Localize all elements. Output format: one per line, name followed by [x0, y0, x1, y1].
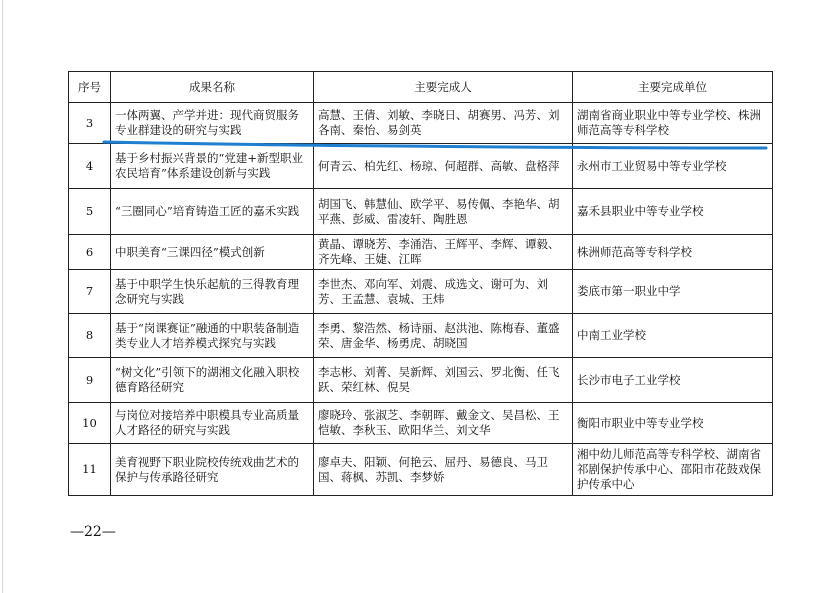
achievement-name: 基于“岗课赛证”融通的中职装备制造类专业人才培养模式探究与实践 — [111, 314, 314, 358]
achievement-name: 基于中职学生快乐起航的三得教育理念研究与实践 — [111, 270, 314, 314]
achievement-name: “树文化”引领下的湖湘文化融入职校德育路径研究 — [111, 358, 314, 403]
contributors: 李世杰、邓向军、刘震、成选文、谢可为、刘芳、王孟慧、袁城、王炜 — [314, 270, 573, 314]
contributors: 黄晶、谭晓芳、李涌浩、王辉平、李辉、谭毅、齐先峰、王婕、江晖 — [314, 235, 573, 270]
units: 娄底市第一职业中学 — [573, 270, 773, 314]
units: 长沙市电子工业学校 — [573, 358, 773, 403]
contributors: 廖晓玲、张淑芝、李朝晖、戴金文、吴昌松、王恺敏、李秋玉、欧阳华兰、刘文华 — [314, 403, 573, 444]
achievement-name: 中职美育“三课四径”模式创新 — [111, 235, 314, 270]
page-number: —22— — [70, 524, 116, 540]
contributors: 胡国飞、韩慧仙、欧学平、易传佩、李艳华、胡平燕、彭威、雷凌轩、陶胜恩 — [314, 189, 573, 235]
table-row — [69, 189, 773, 235]
row-number: 7 — [69, 270, 111, 314]
contributors: 廖卓夫、阳颖、何艳云、屈丹、易德良、马卫国、蒋枫、苏凯、李梦娇 — [314, 444, 573, 496]
row-number: 5 — [69, 189, 111, 235]
achievement-name: 美育视野下职业院校传统戏曲艺术的保护与传承路径研究 — [111, 444, 314, 496]
header-main-contributors: 主要完成人 — [314, 72, 573, 103]
units: 株洲师范高等专科学校 — [573, 235, 773, 270]
table-row — [69, 144, 773, 189]
table-row — [69, 235, 773, 270]
table-row — [69, 314, 773, 358]
units: 嘉禾县职业中等专业学校 — [573, 189, 773, 235]
row-number: 11 — [69, 444, 111, 496]
header-achievement-name: 成果名称 — [111, 72, 314, 103]
contributors: 李勇、黎浩然、杨诗丽、赵洪池、陈梅春、董盛荣、唐金华、杨勇虎、胡晓国 — [314, 314, 573, 358]
units: 湖南省商业职业中等专业学校、株洲师范高等专科学校 — [573, 103, 773, 144]
contributors: 高慧、王倩、刘敏、李晓日、胡赛男、冯芳、刘各南、秦怡、易剑英 — [314, 103, 573, 144]
page-edge-line — [2, 0, 3, 593]
header-number: 序号 — [69, 72, 111, 103]
results-table — [68, 71, 773, 496]
units: 永州市工业贸易中等专业学校 — [573, 144, 773, 189]
achievement-name: 基于乡村振兴背景的“党建+新型职业农民培育”体系建设创新与实践 — [111, 144, 314, 189]
table-row — [69, 270, 773, 314]
row-number: 9 — [69, 358, 111, 403]
row-number: 6 — [69, 235, 111, 270]
units: 衡阳市职业中等专业学校 — [573, 403, 773, 444]
units: 中南工业学校 — [573, 314, 773, 358]
table-header-row — [69, 72, 773, 103]
achievement-name: 与岗位对接培养中职模具专业高质量人才路径的研究与实践 — [111, 403, 314, 444]
row-number: 4 — [69, 144, 111, 189]
table-row — [69, 103, 773, 144]
contributors: 何青云、柏先红、杨琼、何超群、高敏、盘格萍 — [314, 144, 573, 189]
table-row — [69, 403, 773, 444]
row-number: 10 — [69, 403, 111, 444]
table-row — [69, 444, 773, 496]
achievement-name: 一体两翼、产学并进：现代商贸服务专业群建设的研究与实践 — [111, 103, 314, 144]
table-row — [69, 358, 773, 403]
header-main-units: 主要完成单位 — [573, 72, 773, 103]
achievement-name: “三圈同心”培育铸造工匠的嘉禾实践 — [111, 189, 314, 235]
contributors: 李志彬、刘菁、吴新辉、刘国云、罗北衡、任飞跃、荣红林、倪昊 — [314, 358, 573, 403]
row-number: 8 — [69, 314, 111, 358]
units: 湘中幼儿师范高等专科学校、湖南省祁剧保护传承中心、邵阳市花鼓戏保护传承中心 — [573, 444, 773, 496]
row-number: 3 — [69, 103, 111, 144]
